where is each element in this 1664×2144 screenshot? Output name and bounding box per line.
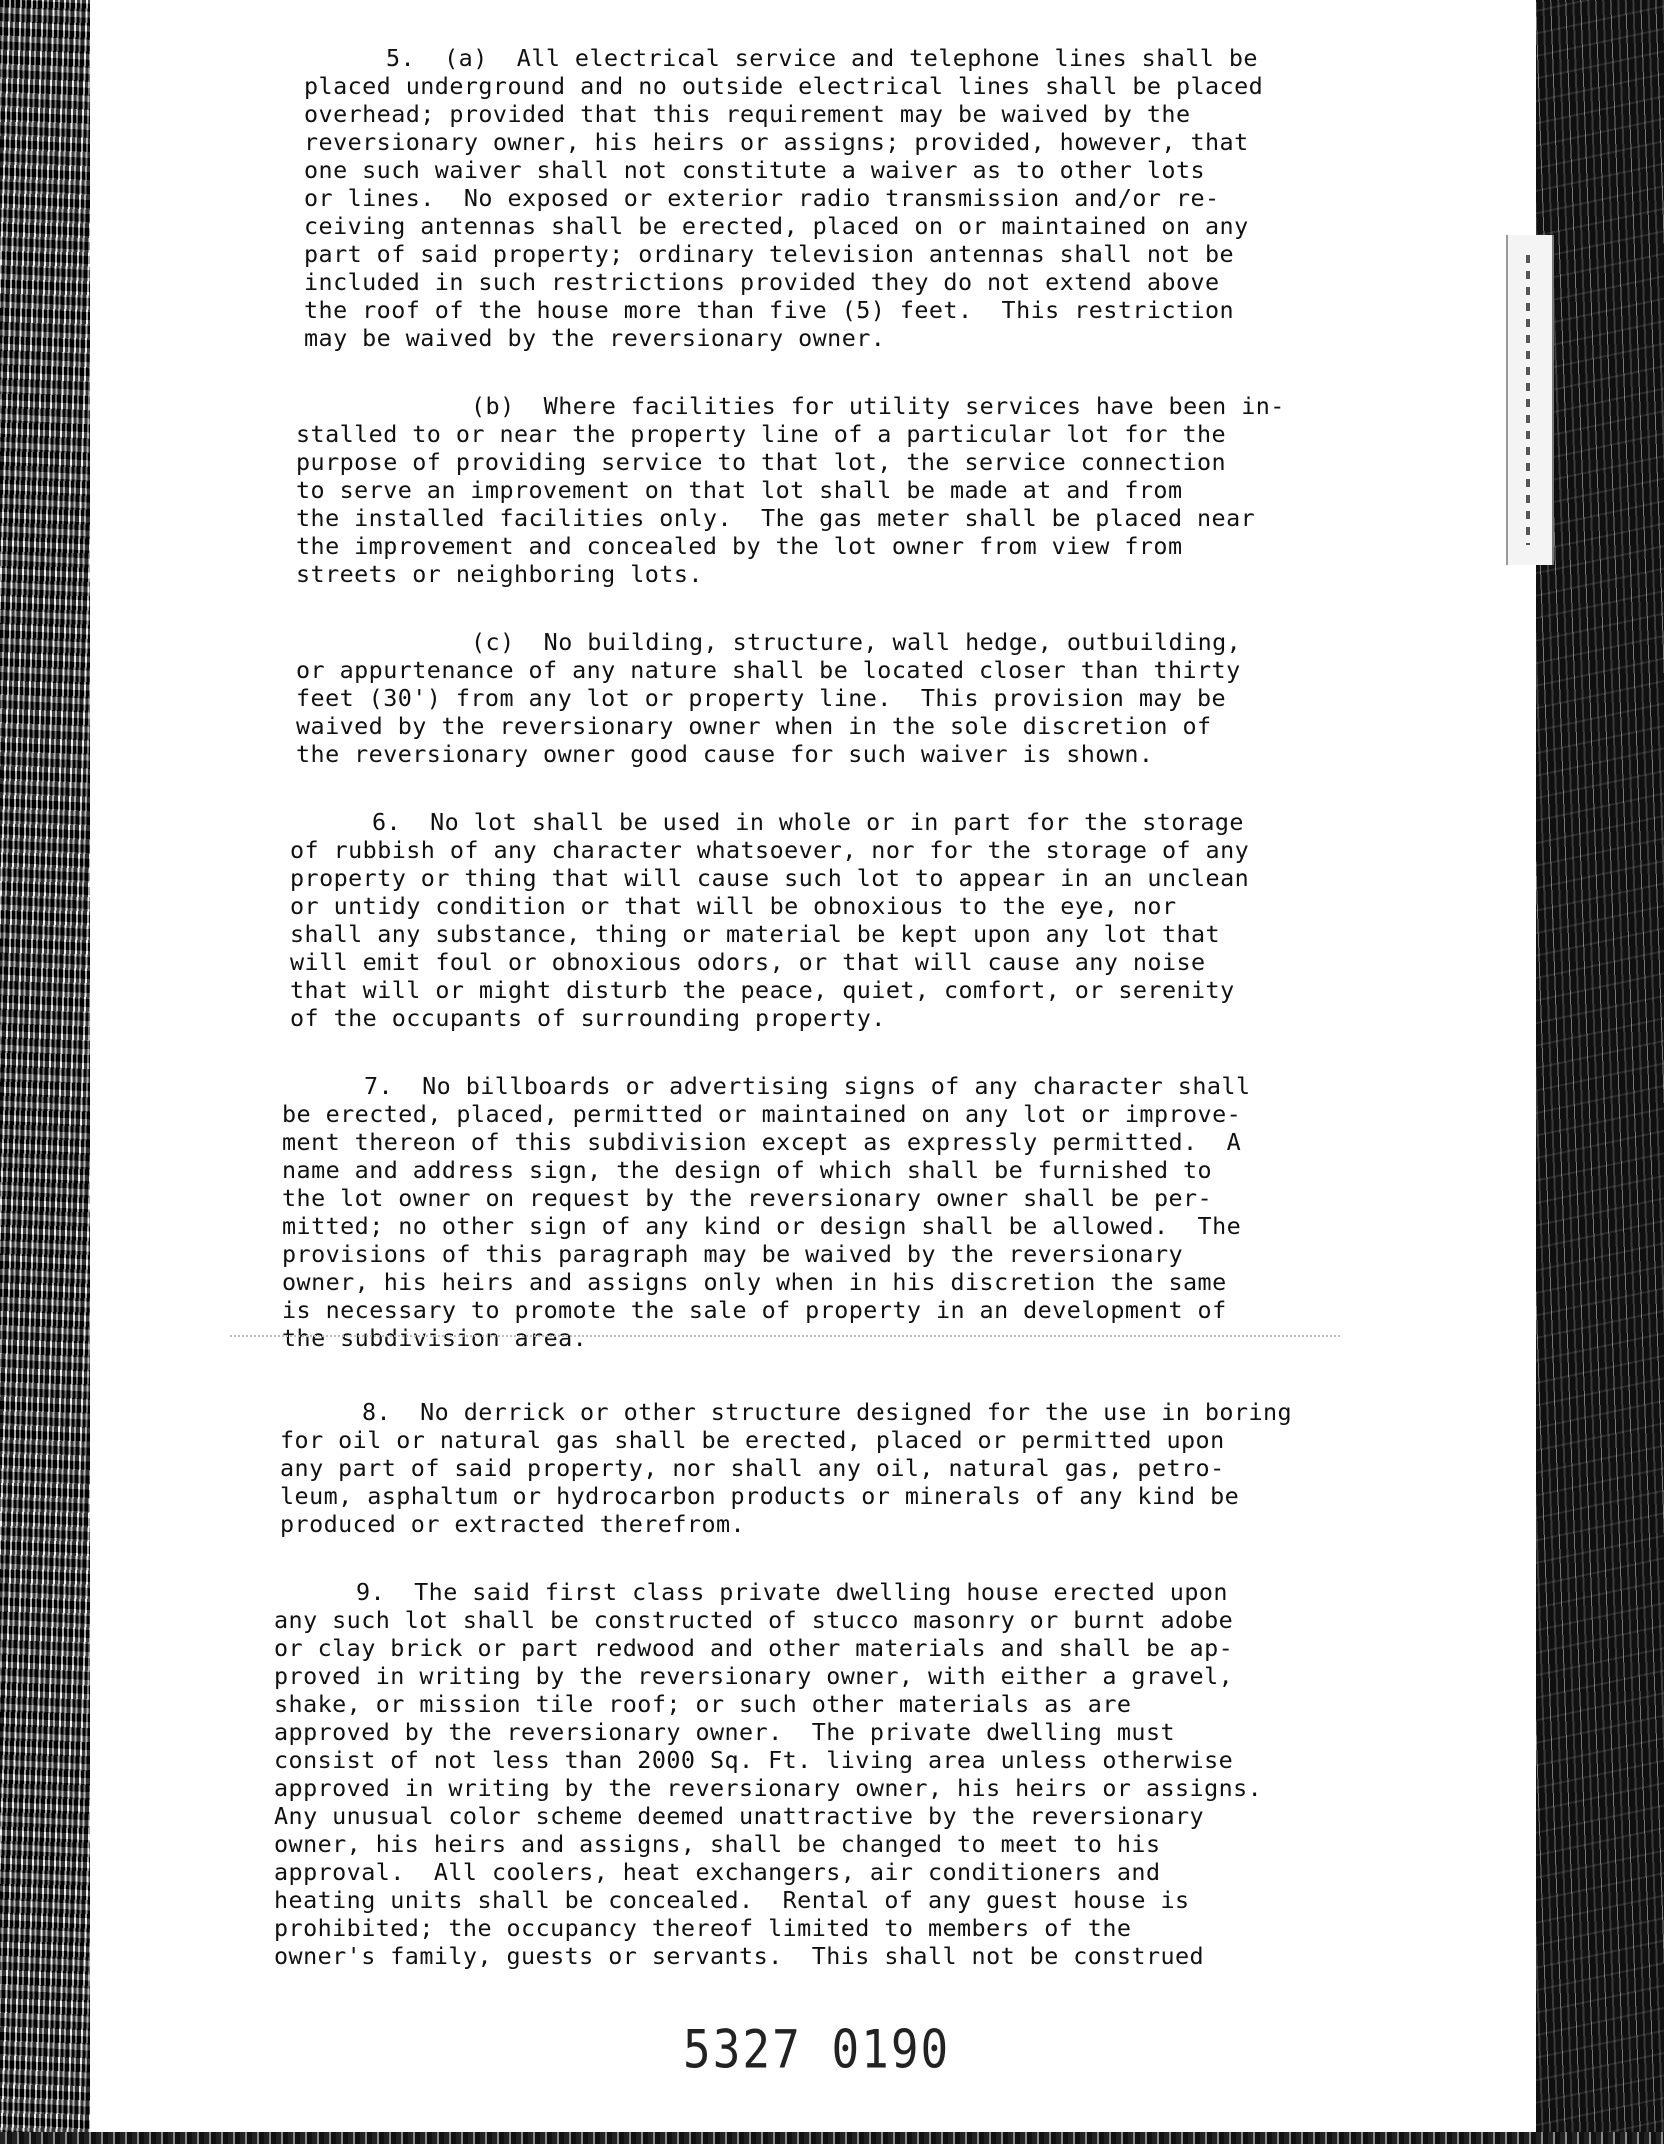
text-line: 5. (a) All electrical service and telephone lines shall be [386, 44, 1258, 72]
text-line: be erected, placed, permitted or maintained on any lot or improve- [282, 1100, 1242, 1128]
text-line: provisions of this paragraph may be waived by the reversionary [282, 1240, 1184, 1268]
text-line: any part of said property, nor shall any oil, natural gas, petro- [280, 1454, 1225, 1482]
text-line: consist of not less than 2000 Sq. Ft. living area unless otherwise [274, 1746, 1234, 1774]
text-line: overhead; provided that this requirement may be waived by the [304, 100, 1191, 128]
text-line: 6. No lot shall be used in whole or in part for the storage [372, 808, 1244, 836]
text-line: stalled to or near the property line of a particular lot for the [296, 420, 1227, 448]
paragraph-8 [280, 1398, 1440, 1538]
text-line: (b) Where facilities for utility services have been in- [471, 392, 1285, 420]
text-line: of the occupants of surrounding property. [290, 1004, 886, 1032]
text-line: the installed facilities only. The gas meter shall be placed near [296, 504, 1256, 532]
text-line: the reversionary owner good cause for such waiver is shown. [296, 740, 1154, 768]
text-line: shall any substance, thing or material be kept upon any lot that [290, 920, 1221, 948]
text-line: mitted; no other sign of any kind or design shall be allowed. The [282, 1212, 1242, 1240]
text-line: property or thing that will cause such lot to appear in an unclean [290, 864, 1250, 892]
text-line: or appurtenance of any nature shall be located closer than thirty [296, 656, 1241, 684]
text-line: owner, his heirs and assigns, shall be changed to meet to his [274, 1830, 1161, 1858]
text-line: part of said property; ordinary television antennas shall not be [304, 240, 1235, 268]
text-line: placed underground and no outside electrical lines shall be placed [304, 72, 1264, 100]
text-line: heating units shall be concealed. Rental of any guest house is [274, 1886, 1190, 1914]
scan-left-border [0, 0, 90, 2144]
text-line: will emit foul or obnoxious odors, or that will cause any noise [290, 948, 1206, 976]
paragraph-5c [296, 628, 1440, 768]
text-line: proved in writing by the reversionary owner, with either a gravel, [274, 1662, 1234, 1690]
text-line: for oil or natural gas shall be erected, placed or permitted upon [280, 1426, 1225, 1454]
text-line: approved in writing by the reversionary owner, his heirs or assigns. [274, 1774, 1263, 1802]
text-line: feet (30') from any lot or property line. This provision may be [296, 684, 1227, 712]
text-line: prohibited; the occupancy thereof limited to members of the [274, 1914, 1132, 1942]
text-line: the roof of the house more than five (5) feet. This restriction [304, 296, 1235, 324]
text-line: 8. No derrick or other structure designed for the use in boring [362, 1398, 1293, 1426]
text-line: that will or might disturb the peace, quiet, comfort, or serenity [290, 976, 1235, 1004]
text-line: name and address sign, the design of which shall be furnished to [282, 1156, 1213, 1184]
text-line: approved by the reversionary owner. The private dwelling must [274, 1718, 1176, 1746]
text-line: is necessary to promote the sale of property in an development of [282, 1296, 1227, 1324]
text-line: 7. No billboards or advertising signs of any character shall [364, 1072, 1251, 1100]
text-line: to serve an improvement on that lot shall be made at and from [296, 476, 1183, 504]
text-line: reversionary owner, his heirs or assigns; provided, however, that [304, 128, 1249, 156]
text-line: Any unusual color scheme deemed unattractive by the reversionary [274, 1802, 1205, 1830]
scan-bottom-border [0, 2132, 1664, 2144]
text-line: the improvement and concealed by the lot owner from view from [296, 532, 1183, 560]
text-line: owner's family, guests or servants. This shall not be construed [274, 1942, 1205, 1970]
document-page [270, 44, 1440, 2010]
text-line: ment thereon of this subdivision except as expressly permitted. A [282, 1128, 1242, 1156]
text-line: one such waiver shall not constitute a waiver as to other lots [304, 156, 1206, 184]
paragraph-7 [282, 1072, 1440, 1352]
text-line: shake, or mission tile roof; or such other materials as are [274, 1690, 1132, 1718]
paragraph-5a [304, 44, 1440, 352]
text-line: any such lot shall be constructed of stucco masonry or burnt adobe [274, 1606, 1234, 1634]
text-line: approval. All coolers, heat exchangers, air conditioners and [274, 1858, 1161, 1886]
text-line: of rubbish of any character whatsoever, nor for the storage of any [290, 836, 1250, 864]
text-line: 9. The said first class private dwelling house erected upon [356, 1578, 1228, 1606]
paragraph-6 [290, 808, 1440, 1032]
text-line: waived by the reversionary owner when in the sole discretion of [296, 712, 1212, 740]
text-line: (c) No building, structure, wall hedge, outbuilding, [471, 628, 1242, 656]
text-line: streets or neighboring lots. [296, 560, 703, 588]
text-line: leum, asphaltum or hydrocarbon products or minerals of any kind be [280, 1482, 1240, 1510]
dotted-divider [230, 1335, 1340, 1337]
paragraph-5b [296, 392, 1440, 588]
text-line: may be waived by the reversionary owner. [304, 324, 886, 352]
text-line: or lines. No exposed or exterior radio transmission and/or re- [304, 184, 1220, 212]
text-line: or untidy condition or that will be obnoxious to the eye, nor [290, 892, 1177, 920]
text-line: ceiving antennas shall be erected, placed on or maintained on any [304, 212, 1249, 240]
text-line: owner, his heirs and assigns only when in his discretion the same [282, 1268, 1227, 1296]
text-line: or clay brick or part redwood and other materials and shall be ap- [274, 1634, 1234, 1662]
binding-tab-strip [1506, 235, 1554, 565]
text-line: the lot owner on request by the reversionary owner shall be per- [282, 1184, 1213, 1212]
paragraph-9 [274, 1578, 1440, 1970]
text-line: included in such restrictions provided they do not extend above [304, 268, 1220, 296]
scan-right-border [1536, 0, 1664, 2144]
text-line: produced or extracted therefrom. [280, 1510, 746, 1538]
text-line: purpose of providing service to that lot, the service connection [296, 448, 1227, 476]
page-number: 5327 0190 [683, 2017, 951, 2081]
text-line: the subdivision area. [282, 1324, 588, 1352]
